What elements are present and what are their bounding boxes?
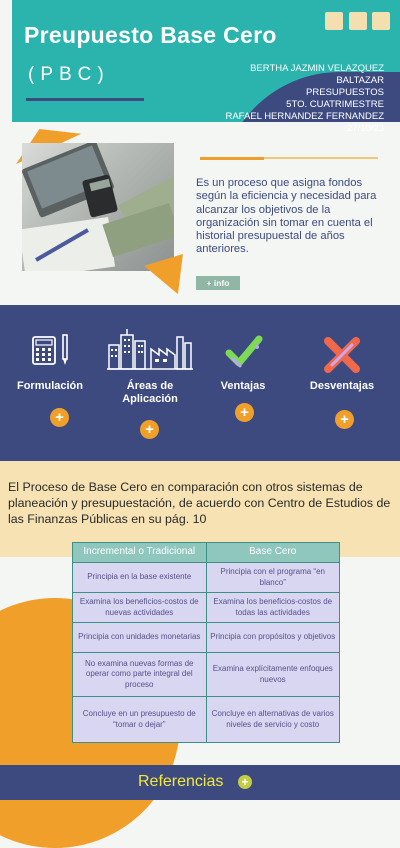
feature-label (100, 380, 200, 406)
table-cell: Concluye en un presupuesto de “tomar o dejar” (73, 697, 207, 743)
features-band (0, 305, 400, 461)
intro-description: Es un proceso que asigna fondos según la eficiencia y necesidad para alcanzar los objetivos de la organización sin tomar en cuenta el historial presupuestal de años anteriores. (196, 177, 377, 256)
checkmark-icon (225, 333, 265, 373)
more-info-button[interactable]: + info (196, 276, 240, 290)
table-cell: Principia con unidades monetarias (73, 623, 207, 653)
table-cell: Principia con el programa “en blanco” (206, 563, 340, 593)
table-cell: Principia en la base existente (73, 563, 207, 593)
table-header: Incremental o Tradicional (73, 543, 207, 563)
desventajas-plus-button[interactable]: + (335, 410, 354, 429)
decor-square-1 (325, 12, 343, 30)
photo-paper (22, 217, 115, 271)
decor-square-2 (349, 12, 367, 30)
table-row (73, 623, 340, 653)
author-line: BALTAZAR (336, 75, 384, 86)
feature-label: Desventajas (309, 380, 375, 392)
author-line: BERTHA JAZMIN VELAZQUEZ (250, 63, 384, 74)
decor-square-3 (372, 12, 390, 30)
page-title: Preupuesto Base Cero (24, 22, 277, 48)
areas-plus-button[interactable]: + (140, 420, 159, 439)
finance-photo (22, 143, 174, 271)
feature-label: Ventajas (220, 380, 266, 392)
comparison-table (72, 542, 340, 743)
intro-divider (264, 157, 378, 159)
table-row (73, 593, 340, 623)
references-plus-button[interactable]: + (238, 775, 252, 789)
table-row (73, 653, 340, 697)
intro-divider (200, 157, 264, 160)
table-cell: Examina los beneficios-costos de todas las actividades (206, 593, 340, 623)
formulacion-plus-button[interactable]: + (50, 408, 69, 427)
author-info (194, 63, 384, 135)
table-cell: Principia con propósitos y objetivos (206, 623, 340, 653)
table-header: Base Cero (206, 543, 340, 563)
author-line: 5TO. CUATRIMESTRE (286, 99, 384, 110)
table-row (73, 563, 340, 593)
comparison-description: El Proceso de Base Cero en comparación con otros sistemas de planeación y presupuestación, de acuerdo con Centro de Estudios de las Finanzas Públicas en su pág. 10 (8, 480, 391, 527)
author-line: 27/10/23 (347, 123, 384, 134)
page-subtitle: (PBC) (28, 64, 110, 85)
ventajas-plus-button[interactable]: + (235, 403, 254, 422)
table-cell: No examina nuevas formas de operar como parte integral del proceso (73, 653, 207, 697)
table-header-row (73, 543, 340, 563)
table-cell: Examina los beneficios-costos de nuevas actividades (73, 593, 207, 623)
table-row (73, 697, 340, 743)
feature-label: Formulación (16, 380, 83, 392)
table-cell: Examina explícitamente enfoques nuevos (206, 653, 340, 697)
references-label[interactable]: Referencias (138, 773, 224, 790)
calculator-pen-icon (27, 331, 73, 369)
cross-icon (322, 335, 362, 375)
author-line: RAFAEL HERNANDEZ FERNANDEZ (225, 111, 384, 122)
author-line: PRESUPUESTOS (306, 87, 384, 98)
table-cell: Concluye en alternativas de varios niveles de servicio y costo (206, 697, 340, 743)
city-buildings-icon (107, 329, 193, 371)
feature-label-text: Áreas de Aplicación (122, 380, 178, 405)
header-left-strip (0, 0, 12, 122)
title-underline (26, 98, 144, 101)
